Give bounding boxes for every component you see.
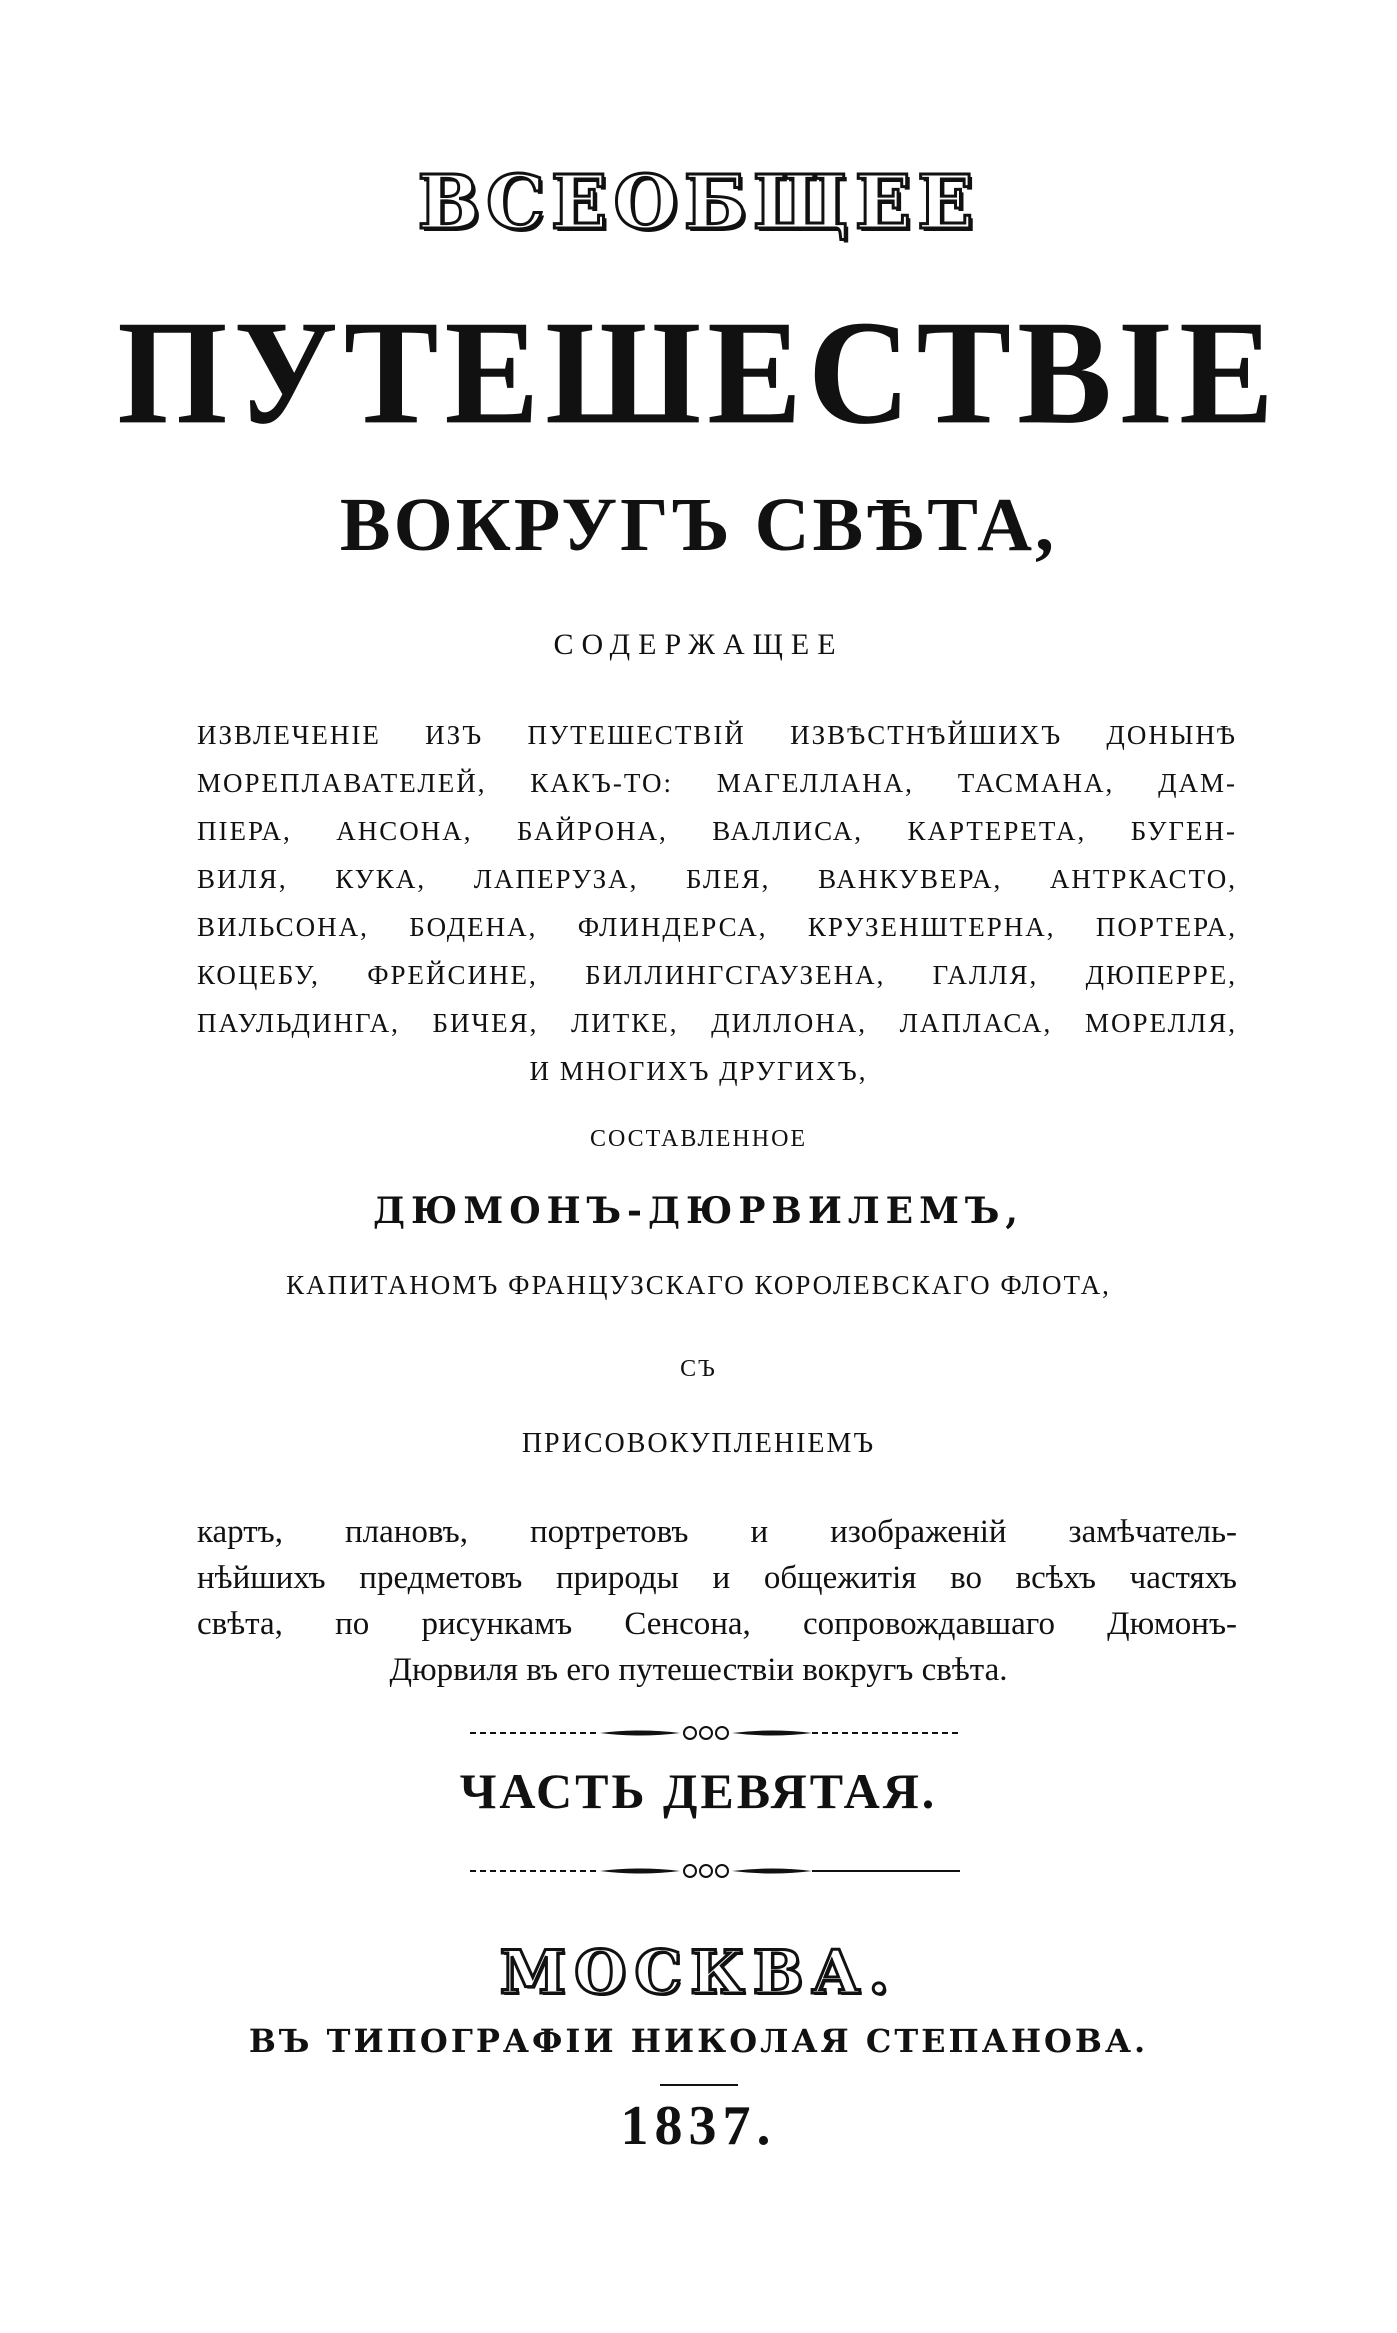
addition-label: ПРИСОВОКУПЛЕНІЕМЪ (521, 1428, 876, 1459)
with-label: СЪ (680, 1356, 717, 1382)
part-label: ЧАСТЬ ДЕВЯТАЯ. (459, 1763, 938, 1819)
extract-last-line: И МНОГИХЪ ДРУГИХЪ, (529, 1056, 868, 1086)
extract-line: ПАУЛЬДИНГА, БИЧЕЯ, ЛИТКЕ, ДИЛЛОНА, ЛАПЛАСА, МОРЕЛЛЯ, (197, 1008, 1237, 1038)
title-line-1: ВСЕОБЩЕЕ (417, 160, 980, 246)
title-line-3: ВОКРУГЪ СВѢТА, (339, 483, 1058, 567)
extract-line: ИЗВЛЕЧЕНІЕ ИЗЪ ПУТЕШЕСТВІЙ ИЗВѢСТНѢЙШИХЪ ДОНЫНѢ (197, 720, 1237, 750)
publication-year: 1837. (620, 2095, 777, 2157)
extract-line: КОЦЕБУ, ФРЕЙСИНЕ, БИЛЛИНГСГАУЗЕНА, ГАЛЛЯ, ДЮПЕРРЕ, (197, 960, 1237, 990)
description-last-line: Дюрвиля въ его путешествіи вокругъ свѣта. (389, 1652, 1008, 1688)
extract-line: МОРЕПЛАВАТЕЛЕЙ, КАКЪ-ТО: МАГЕЛЛАНА, ТАСМАНА, ДАМ- (197, 768, 1237, 798)
extract-line: ПІЕРА, АНСОНА, БАЙРОНА, ВАЛЛИСА, КАРТЕРЕТА, БУГЕН- (197, 816, 1237, 846)
description-line: нѣйшихъ предметовъ природы и общежитія во всѣхъ частяхъ (197, 1560, 1237, 1596)
author-name: ДЮМОНЪ-ДЮРВИЛЕМЪ, (373, 1190, 1024, 1232)
author-rank: КАПИТАНОМЪ ФРАНЦУЗСКАГО КОРОЛЕВСКАГО ФЛОТА, (286, 1270, 1111, 1300)
extract-line: ВИЛЯ, КУКА, ЛАПЕРУЗА, БЛЕЯ, ВАНКУВЕРА, АНТРКАСТО, (197, 864, 1237, 894)
title-line-2: ПУТЕШЕСТВІЕ (117, 289, 1280, 455)
compiled-label: СОСТАВЛЕННОЕ (589, 1126, 808, 1152)
city-name: МОСКВА. (499, 1938, 898, 2008)
containing-label: СОДЕРЖАЩЕЕ (553, 628, 844, 661)
description-line: свѣта, по рисункамъ Сенсона, сопровождавшаго Дюмонъ- (197, 1606, 1237, 1642)
ornament-divider-top (0, 1718, 1397, 1748)
description-line: картъ, плановъ, портретовъ и изображеній замѣчатель- (197, 1514, 1237, 1550)
ornament-divider-bottom (0, 1856, 1397, 1886)
separator-rule (660, 2084, 738, 2086)
extract-line: ВИЛЬСОНА, БОДЕНА, ФЛИНДЕРСА, КРУЗЕНШТЕРНА, ПОРТЕРА, (197, 912, 1237, 942)
printer-name: ВЪ ТИПОГРАФІИ НИКОЛАЯ СТЕПАНОВА. (248, 2022, 1149, 2060)
